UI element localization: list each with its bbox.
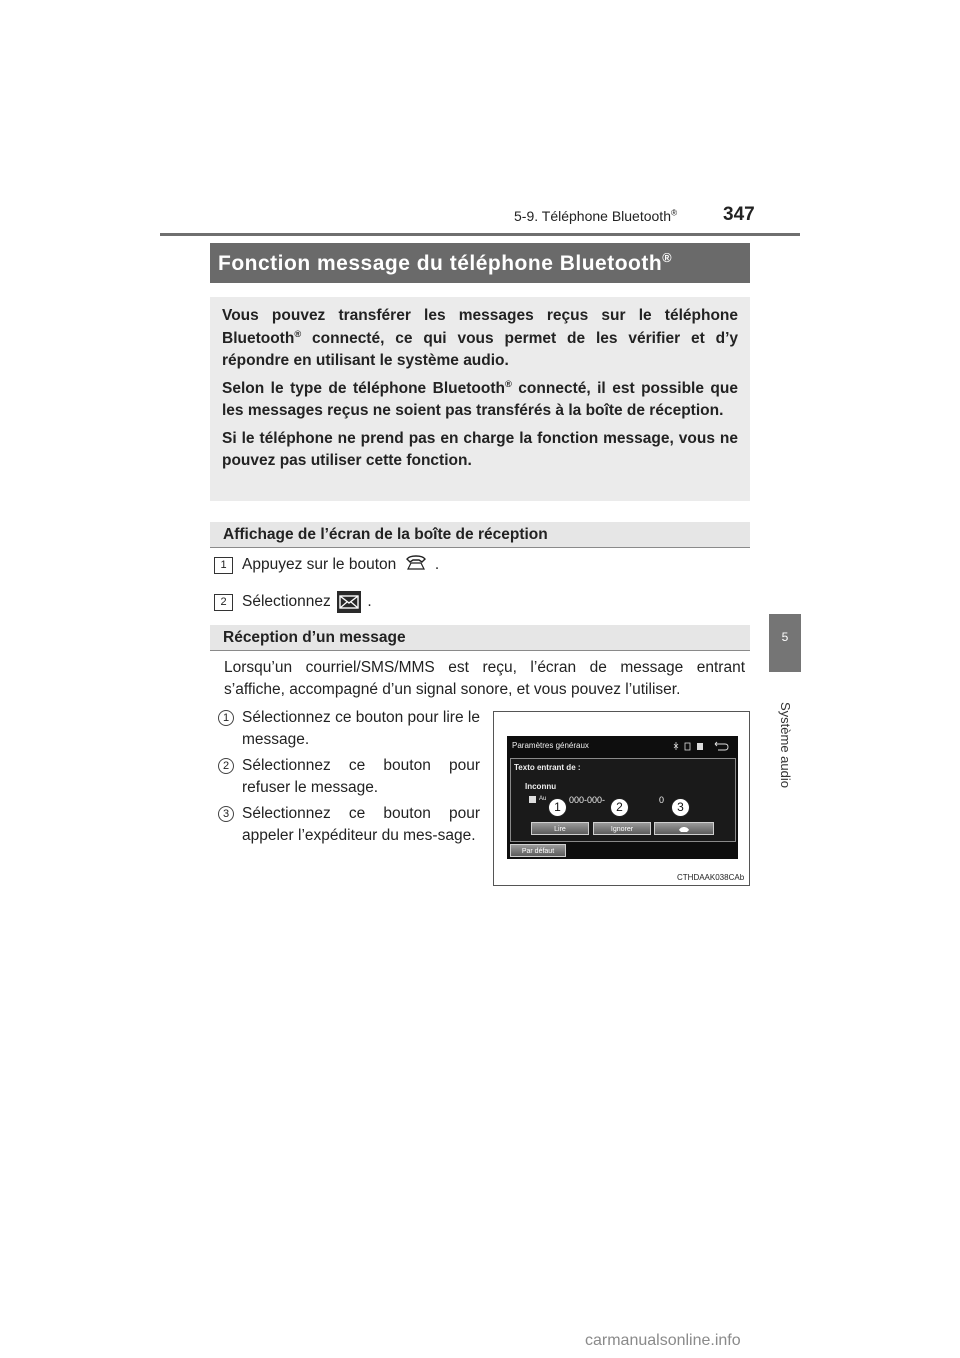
item-text: Sélectionnez ce bouton pour lire le message.: [242, 709, 480, 748]
callout-3: 3: [671, 798, 690, 817]
sender-label: Inconnu: [525, 782, 557, 791]
checkbox[interactable]: [529, 796, 536, 803]
phone-number: 000-000-: [569, 795, 606, 805]
chapter-tab[interactable]: 5: [769, 614, 801, 672]
page-title: Fonction message du téléphone Bluetooth®: [210, 243, 750, 283]
item-text: Sélectionnez ce bouton pour refuser le message.: [242, 757, 480, 796]
callout-2: 2: [610, 798, 629, 817]
receive-paragraph: Lorsqu’un courriel/SMS/MMS est reçu, l’écran de message entrant s’affiche, accompagné d’un signal sonore, et vous pouvez l’utiliser.: [224, 659, 745, 698]
step-text: Sélectionnez .: [242, 591, 372, 613]
header-rule: [160, 233, 800, 236]
status-icons: [673, 741, 733, 751]
phone-icon: [678, 825, 690, 833]
phone-number-tail: 0: [659, 795, 665, 805]
item-number: 1: [218, 710, 234, 726]
ignore-button[interactable]: Ignorer: [593, 822, 651, 835]
watermark: carmanualsonline.info: [585, 1332, 741, 1349]
step-number: 1: [214, 557, 233, 574]
mail-icon: [337, 591, 361, 613]
section-header: 5-9. Téléphone Bluetooth®: [514, 207, 678, 224]
callout-1: 1: [548, 798, 567, 817]
section-heading-inbox: Affichage de l’écran de la boîte de réception: [210, 522, 750, 548]
page-number: 347: [723, 204, 755, 225]
item-number: 2: [218, 758, 234, 774]
intro-paragraph-3: Si le téléphone ne prend pas en charge la fonction message, vous ne pouvez pas utiliser cette fonction.: [222, 429, 738, 469]
intro-paragraph-2: Selon le type de téléphone Bluetooth® connecté, il est possible que les messages reçus ne soient pas transférés à la boîte de réception.: [222, 378, 738, 419]
screen-title: Paramètres généraux: [512, 741, 589, 750]
incoming-label: Texto entrant de :: [514, 763, 581, 772]
intro-paragraph-1: Vous pouvez transférer les messages reçus sur le téléphone Bluetooth® connecté, ce qui vous permet de les vérifier et d’y répondre en utilisant le système audio.: [222, 307, 738, 369]
step-text: Appuyez sur le bouton .: [242, 556, 440, 573]
phone-icon: [404, 554, 428, 572]
section-heading-receive: Réception d’un message: [210, 625, 750, 651]
item-number: 3: [218, 806, 234, 822]
step-number: 2: [214, 594, 233, 611]
chapter-label: Système audio: [778, 702, 793, 788]
item-text: Sélectionnez ce bouton pour appeler l’expéditeur du mes-sage.: [242, 805, 480, 844]
checkbox-label: Au: [539, 796, 547, 802]
read-button[interactable]: Lire: [531, 822, 589, 835]
call-button[interactable]: [654, 822, 714, 835]
figure-code: CTHDAAK038CAb: [677, 873, 745, 882]
default-button[interactable]: Par défaut: [510, 844, 566, 857]
intro-box: [210, 297, 750, 501]
